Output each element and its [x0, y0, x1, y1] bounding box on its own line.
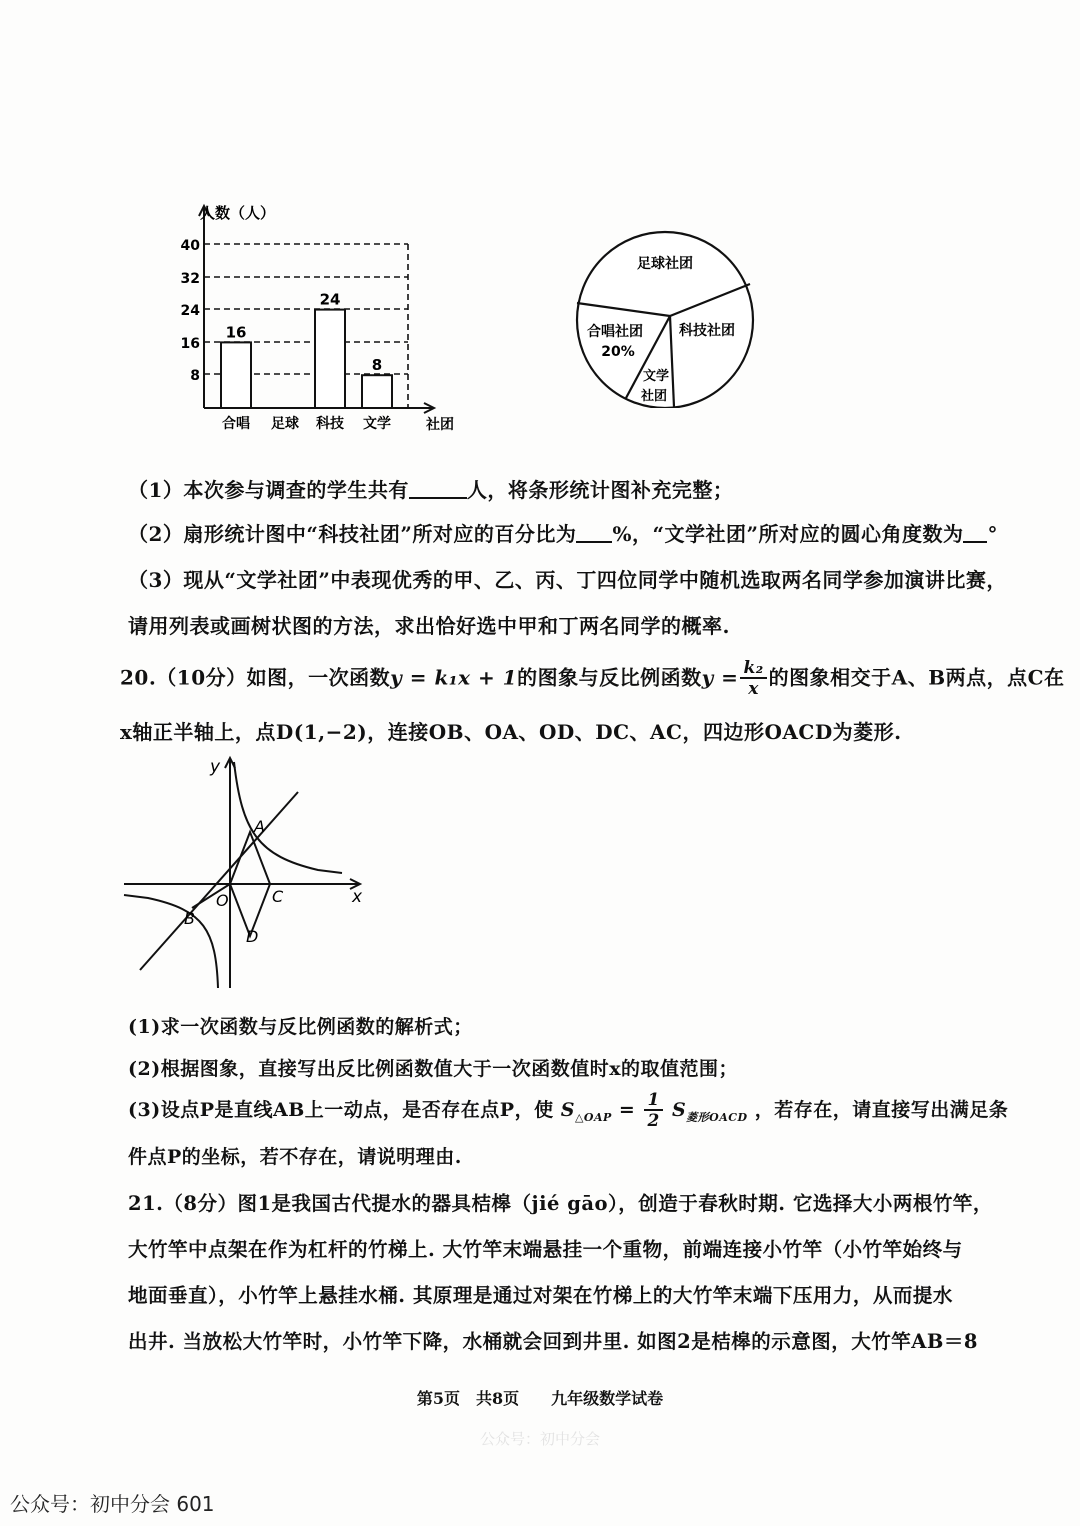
q19-part2-text-a: （2）扇形统计图中“科技社团”所对应的百分比为: [128, 522, 577, 546]
bar-label-tech: 24: [319, 290, 341, 309]
fig-hyperbola-q3: [124, 895, 218, 988]
q19-part2-text-c: °: [987, 522, 998, 546]
y-tick-24: 24: [180, 303, 200, 319]
bar-label-literature: 8: [371, 356, 383, 375]
q20-stem-line2: x轴正半轴上，点D(1,−2)，连接OB、OA、OD、DC、AC，四边形OACD为菱形.: [120, 720, 902, 744]
q20-frac-num: k₂: [740, 660, 766, 679]
y-tick-32: 32: [180, 271, 200, 287]
q19-part2-blank-angle[interactable]: [963, 523, 987, 543]
y-axis-label: 人数（人）: [200, 204, 276, 222]
fig-label-d: D: [246, 927, 259, 946]
pie-label-football: 足球社团: [637, 256, 693, 272]
page-footer: 第5页 共8页 九年级数学试卷: [416, 1389, 664, 1408]
q20-half-den: 2: [647, 1111, 660, 1131]
x-axis-label: 社团: [426, 417, 454, 433]
x-tick-football: 足球: [271, 416, 299, 432]
bar-tech: [315, 310, 345, 408]
fig-label-x: x: [352, 887, 363, 907]
q20-stem-c: 的图象相交于A、B两点，点C在: [768, 665, 1065, 690]
q20-eq-inverse-lhs: y =: [701, 665, 739, 690]
fig-label-b: B: [184, 909, 195, 928]
x-tick-chorus: 合唱: [222, 416, 250, 432]
y-tick-40: 40: [180, 238, 200, 254]
q19-part3-line2: 请用列表或画树状图的方法，求出恰好选中甲和丁两名同学的概率.: [128, 614, 730, 638]
q20-half-num: 1: [644, 1092, 662, 1111]
bar-chorus: [221, 342, 251, 408]
fig-line-ab: [140, 792, 298, 970]
q20-frac-den: x: [748, 679, 759, 699]
fig-hyperbola-q1: [234, 762, 342, 873]
y-tick-16: 16: [180, 336, 200, 352]
fig-label-a: A: [254, 817, 265, 836]
q20-eq-linear: y = k₁x + 1: [390, 665, 518, 690]
pie-label-literature-line2: 社团: [640, 389, 668, 404]
q20-eq-inverse-frac: [740, 660, 766, 698]
q19-part2: [128, 518, 998, 547]
q21-line2: 大竹竿中点架在作为杠杆的竹梯上. 大竹竿末端悬挂一个重物，前端连接小竹竿（小竹竿始终与: [128, 1238, 963, 1261]
pie-chart: [570, 208, 762, 408]
pie-label-tech: 科技社团: [679, 323, 735, 339]
q20-area-oap: [560, 1099, 612, 1124]
q19-part2-blank-percent[interactable]: [576, 523, 612, 543]
bar-literature: [362, 375, 392, 408]
pie-label-literature-line1: 文学: [642, 369, 670, 384]
q21-line1: 21.（8分）图1是我国古代提水的器具桔槔（jié gāo），创造于春秋时期. 它选择大小两根竹竿，: [128, 1192, 993, 1215]
q20-subq2: (2)根据图象，直接写出反比例函数值大于一次函数值时x的取值范围；: [128, 1058, 739, 1080]
q19-part1: [128, 474, 733, 503]
q19-part1-text-b: 人，将条形统计图补充完整；: [466, 478, 734, 502]
q20-subq3-text-b: ，若存在，请直接写出满足条: [754, 1099, 1009, 1121]
fig-label-c: C: [272, 887, 284, 906]
q20-subq1: (1)求一次函数与反比例函数的解析式；: [128, 1016, 473, 1038]
watermark-faint: 公众号：初中分会: [479, 1430, 600, 1448]
q20-area-oap-symbol: S: [560, 1099, 575, 1121]
q20-subq3-text-a: (3)设点P是直线AB上一动点，是否存在点P，使: [128, 1099, 554, 1121]
q20-area-rhombus-sub: 菱形OACD: [686, 1110, 748, 1124]
q20-figure: [118, 752, 368, 992]
bar-label-chorus: 16: [225, 323, 247, 342]
fig-label-o: O: [216, 891, 229, 910]
q19-part2-text-b: %，“文学社团”所对应的圆心角度数为: [612, 522, 964, 546]
q19-part3-line1: （3）现从“文学社团”中表现优秀的甲、乙、丙、丁四位同学中随机选取两名同学参加演讲比赛，: [128, 568, 1007, 592]
q20-area-rhombus: [671, 1099, 748, 1124]
x-tick-tech: 科技: [316, 416, 344, 432]
q20-area-oap-sub: △OAP: [574, 1110, 612, 1124]
q20-subq3: [128, 1092, 1008, 1130]
bar-chart: [170, 196, 470, 441]
q20-half-frac: [644, 1092, 662, 1130]
y-tick-8: 8: [190, 368, 200, 384]
q21-line3: 地面垂直），小竹竿上悬挂水桶. 其原理是通过对架在竹梯上的大竹竿末端下压用力，从而提水: [128, 1284, 953, 1307]
pie-label-chorus: 合唱社团: [587, 324, 643, 340]
fig-label-y: y: [210, 757, 221, 777]
q20-subq3-line2: 件点P的坐标，若不存在，请说明理由.: [128, 1146, 462, 1168]
q19-part1-blank[interactable]: [409, 479, 467, 499]
q20-stem-a: 20.（10分）如图，一次函数: [120, 665, 391, 690]
q20-stem-line1: [120, 660, 1065, 698]
q20-stem-b: 的图象与反比例函数: [517, 665, 702, 690]
q19-part1-text-a: （1）本次参与调查的学生共有: [128, 478, 409, 502]
q21-line4: 出井. 当放松大竹竿时，小竹竿下降，水桶就会回到井里. 如图2是桔槔的示意图，大竹竿AB＝8: [128, 1330, 978, 1353]
q20-equals: =: [618, 1099, 636, 1121]
x-tick-literature: 文学: [363, 416, 391, 432]
watermark: 公众号：初中分会 601: [10, 1492, 215, 1516]
pie-percent-chorus: 20%: [601, 344, 635, 360]
q20-area-rhombus-symbol: S: [671, 1099, 687, 1121]
